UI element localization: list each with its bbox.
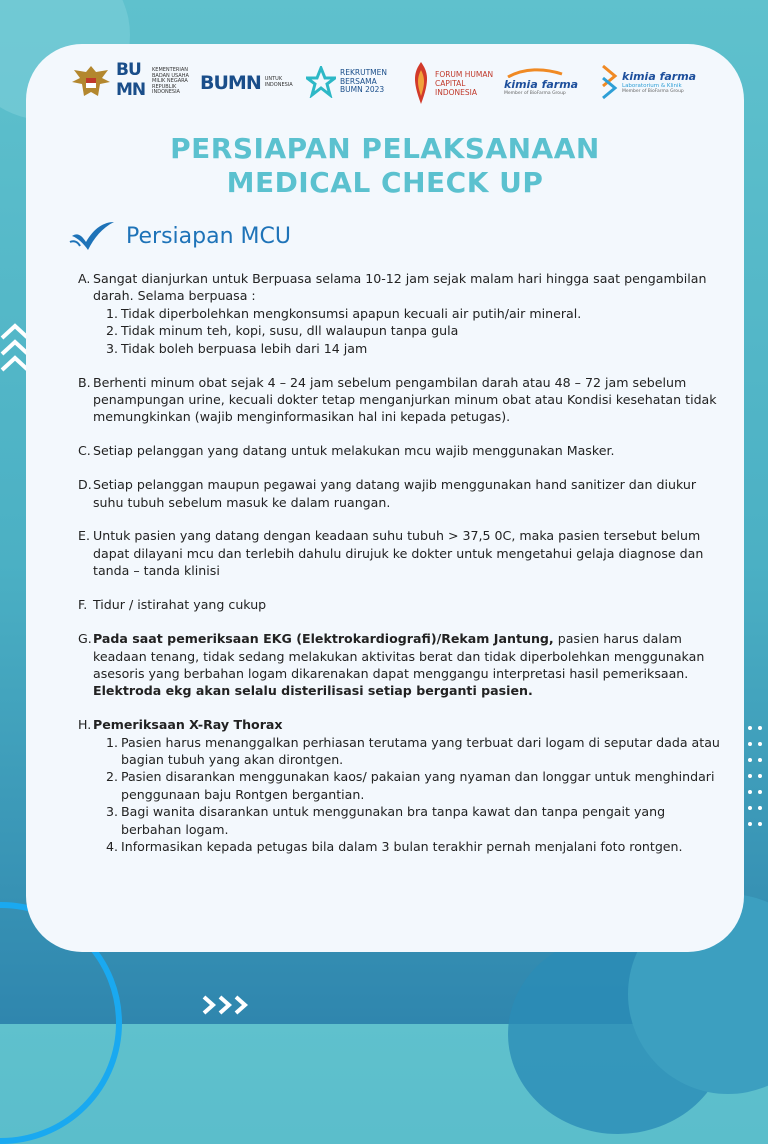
instruction-item-d [78,476,728,511]
item-letter: D. [78,477,92,493]
sub-item [93,768,728,803]
kimia-farma-wordmark: kimia farma [504,78,579,91]
item-text: Berhenti minum obat sejak 4 – 24 jam sebelum pengambilan darah atau 48 – 72 jam sebelum penampungan urine, kecuali dokter tetap menganjurkan minum obat atau Kondisi kesehatan tidak memungkinkan (wajib menginformasikan hal ini kepada petugas). [93,374,717,425]
kimia-farma-lab-sub: Laboratorium & Klinik [622,83,682,89]
star-icon [306,66,336,98]
instruction-item-g [78,630,728,700]
item-letter: H. [78,717,92,733]
item-letter: A. [78,271,91,286]
sub-text: Tidak diperbolehkan mengkonsumsi apapun kecuali air putih/air mineral. [121,305,582,321]
content-card [26,44,744,952]
sub-item [93,340,728,357]
item-letter: G. [78,631,92,647]
garuda-emblem-logo [70,62,112,102]
chevron-right-decoration-icon [200,994,260,1016]
kimia-farma-member: Member of BioFarma Group [504,91,566,96]
page-title [26,132,744,200]
item-text: Sangat dianjurkan untuk Berpuasa selama 10-12 jam sejak malam hari hingga saat pengambilan darah. Selama berpuasa : [93,271,707,304]
bumn-tagline: UNTUK INDONESIA [264,76,293,88]
item-letter: F. [78,597,88,613]
sub-num: 1. [106,305,119,321]
instructions-list [78,270,728,872]
logo-bar [70,58,710,110]
item-text [93,630,728,682]
item-bold-text: Pemeriksaan X-Ray Thorax [93,717,283,733]
item-body-text: pasien harus dalam keadaan tenang, tidak sedang melakukan aktivitas berat dan tidak diperbolehkan menggunakan asesoris yang berbahan logam dikarenakan dapat menggangu interpretasi hasil pemeriksaan. [93,631,705,681]
sub-text: Tidak minum teh, kopi, susu, dll walaupun tanpa gula [121,323,459,339]
kf-symbol-icon [600,64,618,100]
title-line-2: MEDICAL CHECK UP [226,166,544,199]
bumn-ministry-text: KEMENTERIAN BADAN USAHA MILIK NEGARA REPUBLIK INDONESIA [152,67,189,96]
item-text: Tidur / istirahat yang cukup [93,597,267,613]
sub-num: 3. [106,340,119,356]
item-text: Setiap pelanggan maupun pegawai yang datang wajib menggunakan hand sanitizer dan diukur suhu tubuh sebelum masuk ke dalam ruangan. [93,477,697,510]
title-line-1: PERSIAPAN PELAKSANAAN [170,132,600,165]
sub-item [93,734,728,769]
sub-text: Bagi wanita disarankan untuk menggunakan bra tanpa kawat dan tanpa pengait yang berbahan logam. [121,804,666,837]
sub-num: 2. [106,323,119,339]
instruction-item-e [78,527,728,579]
sub-item [93,305,728,322]
sub-num: 1. [106,734,119,750]
instruction-item-h [78,716,728,855]
item-bold-text: Pada saat pemeriksaan EKG (Elektrokardiografi)/Rekam Jantung, [93,631,554,647]
sub-num: 4. [106,839,119,855]
item-letter: C. [78,443,91,459]
sub-item [93,803,728,838]
sub-num: 2. [106,769,119,785]
bumn-ministry-logo [116,60,192,104]
instruction-item-b [78,374,728,426]
flame-icon [410,60,432,106]
instruction-item-f [78,596,728,613]
sub-text: Pasien harus menanggalkan perhiasan terutama yang terbuat dari logam di seputar dada atau bagian tubuh yang akan dirontgen. [121,734,720,768]
bumn-mark: BUMN [116,60,146,100]
kimia-farma-lab-logo [600,64,696,100]
sub-item [93,322,728,339]
bumn-wordmark: BUMN [200,72,261,94]
kimia-farma-lab-wordmark: kimia farma [622,70,697,83]
sub-text: Pasien disarankan menggunakan kaos/ pakaian yang nyaman dan longgar untuk menghindari penggunaan baju Rontgen bergantian. [121,769,715,802]
forum-text: FORUM HUMAN CAPITAL INDONESIA [435,69,494,97]
checkmark-icon [68,220,116,252]
bumn-untuk-indonesia-logo [200,72,299,94]
rekrutmen-text: REKRUTMEN BERSAMA [340,68,387,86]
kimia-farma-logo [504,68,578,96]
sub-text: Tidak boleh berpuasa lebih dari 14 jam [121,340,368,356]
forum-human-capital-logo [410,60,499,106]
swoosh-icon [504,68,564,78]
section-header [68,220,291,252]
sub-text: Informasikan kepada petugas bila dalam 3 bulan terakhir pernah menjalani foto rontgen. [121,839,683,855]
rekrutmen-bersama-logo [306,66,402,98]
instruction-item-a [78,270,728,357]
item-note: Elektroda ekg akan selalu disterilisasi setiap berganti pasien. [93,683,533,699]
instruction-item-c [78,442,728,459]
item-text: Setiap pelanggan yang datang untuk melakukan mcu wajib menggunakan Masker. [93,443,615,459]
rekrutmen-year: BUMN 2023 [340,85,385,95]
kimia-farma-lab-member: Member of BioFarma Group [622,89,684,94]
item-letter: E. [78,528,90,544]
item-text: Untuk pasien yang datang dengan keadaan suhu tubuh > 37,5 0C, maka pasien tersebut belum dapat dilayani mcu dan terlebih dahulu dirujuk ke dokter untuk mengetahui gelaja diagnose dan tanda – tanda klinisi [93,528,704,579]
section-title: Persiapan MCU [126,223,291,249]
item-letter: B. [78,374,91,390]
sub-item [93,838,728,855]
sub-num: 3. [106,804,119,820]
